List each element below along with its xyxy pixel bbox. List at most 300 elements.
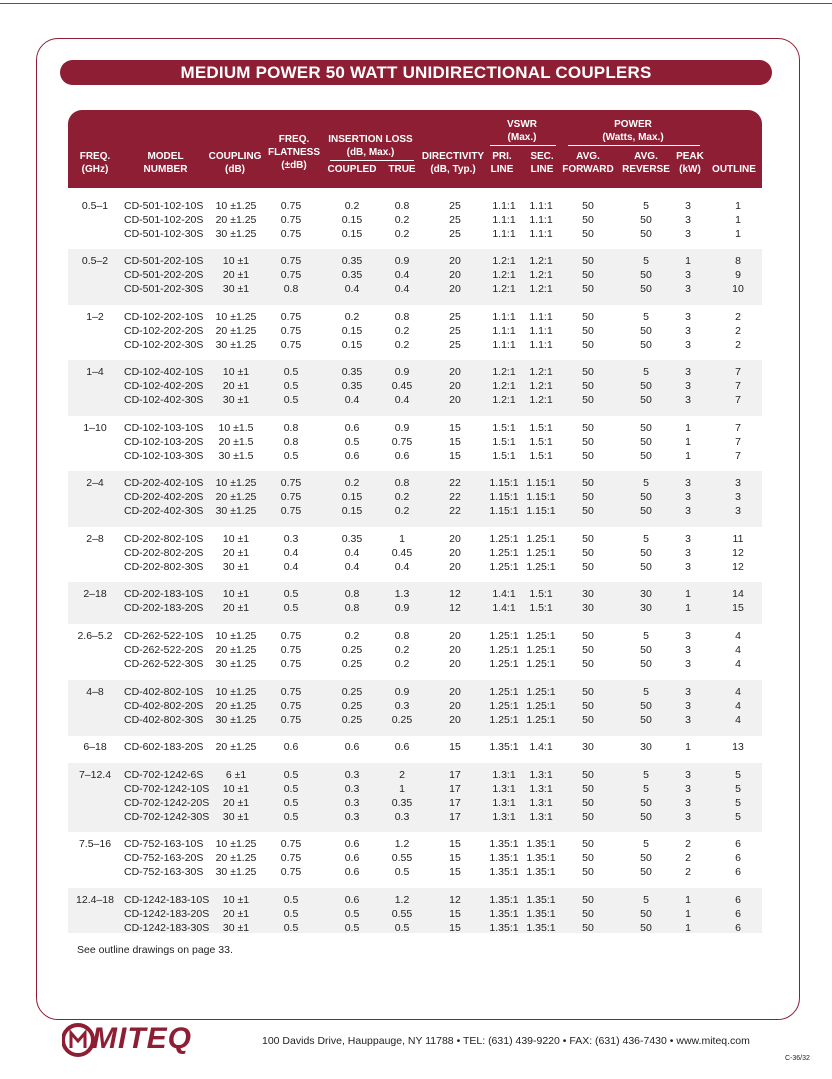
peak-cell: 1 xyxy=(685,921,691,934)
outline-cell: 4 xyxy=(735,643,741,656)
vswr-pri-cell: 1.35:1 xyxy=(489,894,519,906)
vswr-sec-cell: 1.3:1 xyxy=(529,769,553,781)
directivity-cell: 25 xyxy=(449,213,461,226)
header-flatness xyxy=(266,133,322,172)
vswr-sec-cell: 1.2:1 xyxy=(529,379,553,392)
il-coupled-cell: 0.25 xyxy=(341,713,363,726)
avg-forward-cell: 50 xyxy=(582,546,594,559)
coupling-cell: 30 ±1 xyxy=(222,560,250,573)
peak-cell: 3 xyxy=(685,657,691,670)
directivity-cell: 12 xyxy=(449,588,461,600)
il-coupled-cell: 0.2 xyxy=(344,311,360,323)
directivity-cell: 20 xyxy=(449,699,461,712)
il-true-cell: 0.2 xyxy=(394,490,410,503)
avg-forward-cell: 50 xyxy=(582,213,594,226)
directivity-cell: 20 xyxy=(449,379,461,392)
vswr-sec-cell: 1.1:1 xyxy=(529,200,553,212)
footnote: See outline drawings on page 33. xyxy=(77,944,233,956)
model-cell: CD-202-402-20S xyxy=(124,490,204,503)
avg-reverse-cell: 50 xyxy=(640,282,652,295)
il-coupled-cell: 0.4 xyxy=(344,560,360,573)
coupling-cell: 20 ±1.25 xyxy=(215,699,257,712)
model-cell: CD-501-102-30S xyxy=(124,227,204,240)
directivity-cell: 15 xyxy=(449,741,461,753)
il-coupled-cell: 0.35 xyxy=(341,533,363,545)
il-coupled-cell: 0.15 xyxy=(341,213,363,226)
header-avg-reverse xyxy=(620,150,672,176)
outline-cell: 4 xyxy=(735,713,741,726)
flatness-cell: 0.5 xyxy=(283,907,299,920)
il-true-cell: 0.4 xyxy=(394,393,410,406)
vswr-sec-cell: 1.25:1 xyxy=(526,533,556,545)
header-vswr-underline xyxy=(490,145,556,146)
header-vswr-pri-label: PRI. xyxy=(492,151,512,162)
avg-forward-cell: 50 xyxy=(582,366,594,378)
header-avg-reverse-label: AVG. xyxy=(634,151,658,162)
header-il-underline xyxy=(330,160,414,161)
il-true-cell: 0.9 xyxy=(394,366,410,378)
outline-cell: 12 xyxy=(732,560,744,573)
avg-forward-cell: 50 xyxy=(582,393,594,406)
avg-reverse-cell: 50 xyxy=(640,379,652,392)
flatness-cell: 0.5 xyxy=(283,769,299,781)
coupling-cell: 20 ±1 xyxy=(222,546,250,559)
peak-cell: 3 xyxy=(685,282,691,295)
spec-group xyxy=(68,471,762,527)
flatness-cell: 0.75 xyxy=(280,699,302,712)
vswr-sec-cell: 1.5:1 xyxy=(529,449,553,462)
il-true-cell: 0.8 xyxy=(394,477,410,489)
avg-forward-cell: 50 xyxy=(582,490,594,503)
il-coupled-cell: 0.8 xyxy=(344,601,360,614)
vswr-sec-cell: 1.5:1 xyxy=(529,435,553,448)
vswr-sec-cell: 1.35:1 xyxy=(526,851,556,864)
avg-forward-cell: 50 xyxy=(582,657,594,670)
avg-forward-cell: 50 xyxy=(582,851,594,864)
il-coupled-cell: 0.4 xyxy=(344,546,360,559)
il-true-cell: 0.45 xyxy=(391,379,413,392)
coupling-cell: 20 ±1 xyxy=(222,268,250,281)
freq-range: 2–8 xyxy=(86,533,104,545)
il-coupled-cell: 0.5 xyxy=(344,907,360,920)
model-cell: CD-202-802-10S xyxy=(124,533,204,545)
vswr-pri-cell: 1.25:1 xyxy=(489,630,519,642)
avg-reverse-cell: 5 xyxy=(643,686,649,698)
peak-cell: 1 xyxy=(685,588,691,600)
flatness-cell: 0.5 xyxy=(283,921,299,934)
il-true-cell: 2 xyxy=(399,769,405,781)
model-cell: CD-102-103-20S xyxy=(124,435,204,448)
peak-cell: 1 xyxy=(685,601,691,614)
header-flatness-label: FREQ. xyxy=(278,134,310,145)
avg-forward-cell: 50 xyxy=(582,533,594,545)
peak-cell: 1 xyxy=(685,449,691,462)
outline-cell: 6 xyxy=(735,894,741,906)
vswr-pri-cell: 1.15:1 xyxy=(489,477,519,489)
avg-reverse-cell: 50 xyxy=(640,546,652,559)
avg-forward-cell: 50 xyxy=(582,713,594,726)
avg-reverse-cell: 50 xyxy=(640,907,652,920)
vswr-pri-cell: 1.2:1 xyxy=(492,379,516,392)
flatness-cell: 0.75 xyxy=(280,311,302,323)
vswr-sec-cell: 1.15:1 xyxy=(526,504,556,517)
flatness-cell: 0.75 xyxy=(280,630,302,642)
il-true-cell: 0.4 xyxy=(394,282,410,295)
vswr-pri-cell: 1.25:1 xyxy=(489,643,519,656)
directivity-cell: 25 xyxy=(449,200,461,212)
header-avg-forward-label: AVG. xyxy=(576,151,600,162)
freq-range: 6–18 xyxy=(83,741,107,753)
vswr-sec-cell: 1.25:1 xyxy=(526,643,556,656)
vswr-pri-cell: 1.25:1 xyxy=(489,699,519,712)
flatness-cell: 0.75 xyxy=(280,227,302,240)
directivity-cell: 20 xyxy=(449,686,461,698)
il-true-cell: 0.8 xyxy=(394,311,410,323)
logo-text: MITEQ xyxy=(92,1022,192,1055)
directivity-cell: 20 xyxy=(449,643,461,656)
header-coupling-label: COUPLING xyxy=(208,151,262,162)
outline-cell: 3 xyxy=(735,477,741,489)
avg-reverse-cell: 5 xyxy=(643,894,649,906)
peak-cell: 2 xyxy=(685,838,691,850)
header-power-unit: (Watts, Max.) xyxy=(602,132,664,143)
outline-cell: 14 xyxy=(732,588,744,600)
coupling-cell: 10 ±1.25 xyxy=(215,838,257,850)
model-cell: CD-702-1242-6S xyxy=(124,769,204,781)
vswr-pri-cell: 1.5:1 xyxy=(492,422,516,434)
table-header xyxy=(68,110,762,188)
il-coupled-cell: 0.3 xyxy=(344,769,360,781)
peak-cell: 1 xyxy=(685,907,691,920)
vswr-sec-cell: 1.25:1 xyxy=(526,699,556,712)
page-title: MEDIUM POWER 50 WATT UNIDIRECTIONAL COUPLERS xyxy=(60,60,772,85)
coupling-cell: 20 ±1.25 xyxy=(215,213,257,226)
vswr-pri-cell: 1.15:1 xyxy=(489,490,519,503)
flatness-cell: 0.8 xyxy=(283,282,299,295)
directivity-cell: 20 xyxy=(449,393,461,406)
header-flatness-label-2: FLATNESS xyxy=(267,147,321,158)
vswr-sec-cell: 1.25:1 xyxy=(526,546,556,559)
il-true-cell: 0.8 xyxy=(394,200,410,212)
outline-cell: 10 xyxy=(732,282,744,295)
model-cell: CD-102-402-20S xyxy=(124,379,204,392)
outline-cell: 7 xyxy=(735,449,741,462)
directivity-cell: 15 xyxy=(449,851,461,864)
il-true-cell: 0.6 xyxy=(394,741,410,753)
model-cell: CD-402-802-30S xyxy=(124,713,204,726)
outline-cell: 9 xyxy=(735,268,741,281)
vswr-pri-cell: 1.35:1 xyxy=(489,741,519,753)
vswr-pri-cell: 1.3:1 xyxy=(492,769,516,781)
outline-cell: 2 xyxy=(735,311,741,323)
flatness-cell: 0.5 xyxy=(283,393,299,406)
flatness-cell: 0.75 xyxy=(280,213,302,226)
outline-cell: 3 xyxy=(735,504,741,517)
spec-group xyxy=(68,763,762,832)
spec-group xyxy=(68,624,762,680)
il-true-cell: 0.2 xyxy=(394,338,410,351)
coupling-cell: 10 ±1 xyxy=(222,782,250,795)
header-il-label: INSERTION LOSS xyxy=(328,134,413,145)
vswr-sec-cell: 1.1:1 xyxy=(529,338,553,351)
peak-cell: 3 xyxy=(685,782,691,795)
header-freq-unit: (GHz) xyxy=(81,164,109,175)
vswr-pri-cell: 1.25:1 xyxy=(489,546,519,559)
vswr-pri-cell: 1.1:1 xyxy=(492,311,516,323)
flatness-cell: 0.4 xyxy=(283,546,299,559)
avg-forward-cell: 50 xyxy=(582,865,594,878)
flatness-cell: 0.5 xyxy=(283,366,299,378)
spec-group xyxy=(68,360,762,416)
avg-forward-cell: 50 xyxy=(582,477,594,489)
header-vswr-label: VSWR xyxy=(507,119,537,130)
coupling-cell: 30 ±1.5 xyxy=(218,449,254,462)
directivity-cell: 22 xyxy=(449,504,461,517)
flatness-cell: 0.8 xyxy=(283,435,299,448)
model-cell: CD-752-163-10S xyxy=(124,838,204,850)
model-cell: CD-501-202-30S xyxy=(124,282,204,295)
flatness-cell: 0.5 xyxy=(283,894,299,906)
header-peak-label: PEAK xyxy=(676,151,704,162)
flatness-cell: 0.5 xyxy=(283,796,299,809)
model-cell: CD-702-1242-30S xyxy=(124,810,210,823)
vswr-sec-cell: 1.1:1 xyxy=(529,227,553,240)
peak-cell: 2 xyxy=(685,851,691,864)
il-true-cell: 0.9 xyxy=(394,255,410,267)
il-true-cell: 1 xyxy=(399,782,405,795)
avg-reverse-cell: 50 xyxy=(640,713,652,726)
vswr-sec-cell: 1.5:1 xyxy=(529,601,553,614)
coupling-cell: 20 ±1 xyxy=(222,796,250,809)
outline-cell: 4 xyxy=(735,630,741,642)
avg-reverse-cell: 50 xyxy=(640,435,652,448)
avg-forward-cell: 50 xyxy=(582,699,594,712)
avg-reverse-cell: 5 xyxy=(643,311,649,323)
peak-cell: 3 xyxy=(685,200,691,212)
model-cell: CD-202-402-10S xyxy=(124,477,204,489)
coupling-cell: 20 ±1 xyxy=(222,907,250,920)
spec-group xyxy=(68,888,762,933)
spec-group xyxy=(68,735,762,763)
outline-cell: 5 xyxy=(735,769,741,781)
model-cell: CD-501-102-20S xyxy=(124,213,204,226)
il-true-cell: 0.75 xyxy=(391,435,413,448)
flatness-cell: 0.5 xyxy=(283,449,299,462)
outline-cell: 1 xyxy=(735,200,741,212)
avg-reverse-cell: 50 xyxy=(640,921,652,934)
flatness-cell: 0.75 xyxy=(280,851,302,864)
header-vswr-pri xyxy=(484,150,520,176)
avg-reverse-cell: 50 xyxy=(640,422,652,434)
spec-group xyxy=(68,832,762,888)
flatness-cell: 0.75 xyxy=(280,657,302,670)
flatness-cell: 0.75 xyxy=(280,686,302,698)
coupling-cell: 30 ±1.25 xyxy=(215,504,257,517)
model-cell: CD-102-103-10S xyxy=(124,422,204,434)
peak-cell: 3 xyxy=(685,379,691,392)
model-cell: CD-402-802-10S xyxy=(124,686,204,698)
il-coupled-cell: 0.3 xyxy=(344,810,360,823)
flatness-cell: 0.75 xyxy=(280,643,302,656)
vswr-sec-cell: 1.25:1 xyxy=(526,657,556,670)
il-coupled-cell: 0.25 xyxy=(341,657,363,670)
header-il-unit: (dB, Max.) xyxy=(346,147,395,158)
avg-reverse-cell: 50 xyxy=(640,213,652,226)
model-cell: CD-702-1242-20S xyxy=(124,796,210,809)
coupling-cell: 10 ±1.25 xyxy=(215,630,257,642)
peak-cell: 3 xyxy=(685,546,691,559)
il-true-cell: 0.55 xyxy=(391,851,413,864)
outline-cell: 2 xyxy=(735,324,741,337)
il-true-cell: 0.9 xyxy=(394,601,410,614)
vswr-pri-cell: 1.1:1 xyxy=(492,338,516,351)
outline-cell: 13 xyxy=(732,741,744,753)
il-coupled-cell: 0.2 xyxy=(344,200,360,212)
coupling-cell: 30 ±1.25 xyxy=(215,338,257,351)
spec-group xyxy=(68,249,762,305)
vswr-pri-cell: 1.2:1 xyxy=(492,255,516,267)
avg-forward-cell: 50 xyxy=(582,782,594,795)
il-true-cell: 0.4 xyxy=(394,560,410,573)
flatness-cell: 0.75 xyxy=(280,504,302,517)
vswr-sec-cell: 1.25:1 xyxy=(526,560,556,573)
freq-range: 12.4–18 xyxy=(76,894,114,906)
avg-reverse-cell: 50 xyxy=(640,449,652,462)
header-peak-unit: (kW) xyxy=(679,164,701,175)
spec-group xyxy=(68,527,762,583)
outline-cell: 6 xyxy=(735,907,741,920)
il-coupled-cell: 0.25 xyxy=(341,686,363,698)
model-cell: CD-102-402-10S xyxy=(124,366,204,378)
vswr-sec-cell: 1.3:1 xyxy=(529,810,553,823)
freq-range: 4–8 xyxy=(86,686,104,698)
directivity-cell: 15 xyxy=(449,449,461,462)
coupling-cell: 20 ±1.25 xyxy=(215,851,257,864)
vswr-pri-cell: 1.35:1 xyxy=(489,838,519,850)
coupling-cell: 20 ±1.5 xyxy=(218,435,254,448)
vswr-sec-cell: 1.35:1 xyxy=(526,865,556,878)
header-avg-reverse-label-2: REVERSE xyxy=(622,164,670,175)
il-coupled-cell: 0.15 xyxy=(341,504,363,517)
coupling-cell: 20 ±1.25 xyxy=(215,490,257,503)
il-coupled-cell: 0.35 xyxy=(341,366,363,378)
flatness-cell: 0.75 xyxy=(280,477,302,489)
model-cell: CD-1242-183-30S xyxy=(124,921,210,934)
spec-group xyxy=(68,194,762,250)
model-cell: CD-1242-183-10S xyxy=(124,894,210,906)
header-coupling-unit: (dB) xyxy=(225,164,245,175)
peak-cell: 1 xyxy=(685,255,691,267)
il-coupled-cell: 0.3 xyxy=(344,796,360,809)
vswr-pri-cell: 1.4:1 xyxy=(492,588,516,600)
il-coupled-cell: 0.15 xyxy=(341,324,363,337)
coupling-cell: 20 ±1.25 xyxy=(215,324,257,337)
coupling-cell: 30 ±1 xyxy=(222,921,250,934)
header-freq xyxy=(70,150,120,176)
il-true-cell: 0.3 xyxy=(394,810,410,823)
freq-range: 7–12.4 xyxy=(78,769,112,781)
spec-group xyxy=(68,305,762,361)
flatness-cell: 0.75 xyxy=(280,490,302,503)
header-vswr-pri-label-2: LINE xyxy=(490,164,514,175)
il-true-cell: 0.25 xyxy=(391,713,413,726)
model-cell: CD-501-102-10S xyxy=(124,200,204,212)
outline-cell: 7 xyxy=(735,393,741,406)
vswr-sec-cell: 1.2:1 xyxy=(529,393,553,406)
vswr-sec-cell: 1.2:1 xyxy=(529,268,553,281)
freq-range: 7.5–16 xyxy=(78,838,112,850)
vswr-pri-cell: 1.1:1 xyxy=(492,200,516,212)
avg-forward-cell: 50 xyxy=(582,268,594,281)
outline-cell: 11 xyxy=(732,533,744,545)
coupling-cell: 6 ±1 xyxy=(225,769,247,781)
il-true-cell: 0.8 xyxy=(394,630,410,642)
avg-forward-cell: 50 xyxy=(582,255,594,267)
vswr-pri-cell: 1.25:1 xyxy=(489,713,519,726)
vswr-sec-cell: 1.3:1 xyxy=(529,796,553,809)
avg-reverse-cell: 5 xyxy=(643,533,649,545)
peak-cell: 3 xyxy=(685,477,691,489)
vswr-pri-cell: 1.3:1 xyxy=(492,810,516,823)
peak-cell: 3 xyxy=(685,366,691,378)
header-directivity-label: DIRECTIVITY xyxy=(421,151,485,162)
coupling-cell: 20 ±1 xyxy=(222,379,250,392)
model-cell: CD-262-522-10S xyxy=(124,630,204,642)
avg-forward-cell: 30 xyxy=(582,741,594,753)
model-cell: CD-501-202-10S xyxy=(124,255,204,267)
il-coupled-cell: 0.8 xyxy=(344,588,360,600)
directivity-cell: 25 xyxy=(449,227,461,240)
avg-forward-cell: 50 xyxy=(582,838,594,850)
vswr-pri-cell: 1.5:1 xyxy=(492,435,516,448)
il-coupled-cell: 0.35 xyxy=(341,379,363,392)
header-model-label: MODEL xyxy=(147,151,184,162)
outline-cell: 4 xyxy=(735,657,741,670)
avg-forward-cell: 30 xyxy=(582,588,594,600)
flatness-cell: 0.75 xyxy=(280,713,302,726)
directivity-cell: 20 xyxy=(449,630,461,642)
model-cell: CD-262-522-20S xyxy=(124,643,204,656)
model-cell: CD-402-802-20S xyxy=(124,699,204,712)
header-avg-forward-label-2: FORWARD xyxy=(562,164,614,175)
coupling-cell: 30 ±1.25 xyxy=(215,713,257,726)
header-il-true: TRUE xyxy=(388,164,416,175)
directivity-cell: 20 xyxy=(449,366,461,378)
model-cell: CD-501-202-20S xyxy=(124,268,204,281)
coupling-cell: 30 ±1.25 xyxy=(215,865,257,878)
il-true-cell: 0.5 xyxy=(394,921,410,934)
outline-cell: 5 xyxy=(735,810,741,823)
avg-forward-cell: 50 xyxy=(582,379,594,392)
directivity-cell: 15 xyxy=(449,907,461,920)
vswr-sec-cell: 1.2:1 xyxy=(529,282,553,295)
flatness-cell: 0.75 xyxy=(280,838,302,850)
footer-contact: 100 Davids Drive, Hauppauge, NY 11788 • TEL: (631) 439-9220 • FAX: (631) 436-7430 • www.miteq.com xyxy=(262,1035,750,1047)
peak-cell: 1 xyxy=(685,894,691,906)
flatness-cell: 0.4 xyxy=(283,560,299,573)
outline-cell: 4 xyxy=(735,686,741,698)
model-cell: CD-102-202-30S xyxy=(124,338,204,351)
vswr-pri-cell: 1.2:1 xyxy=(492,366,516,378)
coupling-cell: 30 ±1 xyxy=(222,282,250,295)
directivity-cell: 15 xyxy=(449,422,461,434)
header-vswr xyxy=(484,118,560,144)
il-true-cell: 0.2 xyxy=(394,643,410,656)
peak-cell: 3 xyxy=(685,713,691,726)
il-true-cell: 0.9 xyxy=(394,422,410,434)
model-cell: CD-262-522-30S xyxy=(124,657,204,670)
avg-forward-cell: 50 xyxy=(582,338,594,351)
